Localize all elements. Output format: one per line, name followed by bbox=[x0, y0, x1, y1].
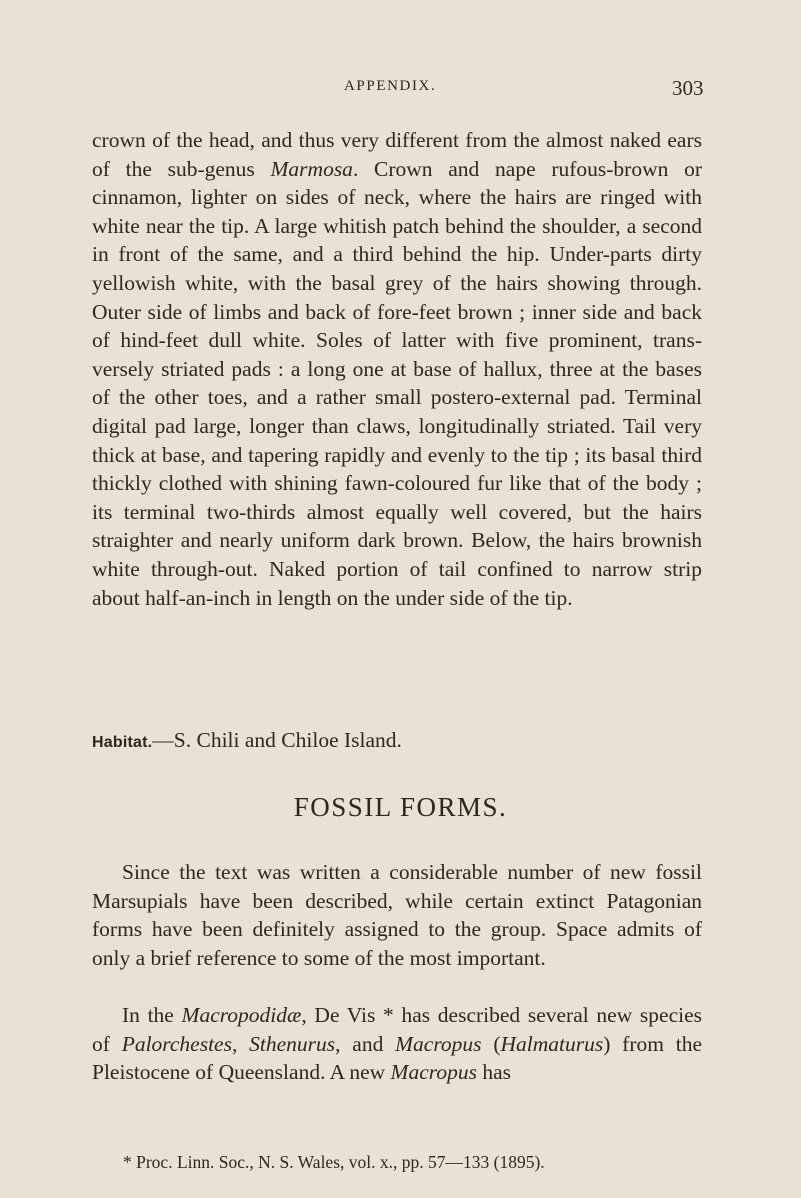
paragraph-text: In the bbox=[122, 1003, 182, 1027]
genus-name: Macropus bbox=[390, 1060, 477, 1085]
genus-name: Sthenurus bbox=[249, 1031, 336, 1056]
fossil-intro-paragraph: Since the text was written a considerable number of new fossil Marsupials have been described, while certain extinct Patagonian forms have been definitely assigned to the group. Space admits of only a brief reference to some of the most important. bbox=[92, 860, 702, 970]
paragraph-text: ) from the Pleistocene of Queensland. A new bbox=[92, 1031, 703, 1085]
paragraph-text: , bbox=[231, 1031, 250, 1056]
paragraph-text: , De Vis * has described several new species of bbox=[92, 1003, 702, 1056]
habitat-label: Habitat. bbox=[92, 734, 153, 751]
running-head: APPENDIX. bbox=[344, 78, 437, 94]
page-number: 303 bbox=[672, 76, 704, 100]
paragraph-text: crown of the head, and thus very different from the almost naked ears of the sub-genus bbox=[92, 128, 702, 181]
footnote: * Proc. Linn. Soc., N. S. Wales, vol. x., pp. 57—133 (1895). bbox=[123, 1152, 545, 1172]
genus-name-marmosa: Marmosa bbox=[270, 156, 353, 181]
paragraph-text: ( bbox=[481, 1031, 501, 1056]
genus-name: Macropus bbox=[395, 1031, 482, 1056]
paragraph-text: has bbox=[476, 1060, 511, 1085]
paragraph-text: . Crown and nape rufous-brown or cinnamon, lighter on sides of neck, where the hairs are ringed with white near the tip. A large whitish patch behind the shoulder, a second in front of the same, and a third behind the hip. Under-parts dirty yellowish white, with the basal grey of the hairs showing through. Outer side of limbs and back of fore-feet brown ; inner side and back of hind-feet dull white. Soles of latter with five prominent, trans-versely striated pads : a long one at base of hallux, three at the bases of the other toes, and a rather small postero-external pad. Terminal digital pad large, longer than claws, longitudinally striated. Tail very thick at base, and tapering rapidly and evenly to the tip ; its basal third thickly clothed with shining fawn-coloured fur like that of the body ; its terminal two-thirds almost equally well covered, but the hairs straighter and nearly uniform dark brown. Below, the hairs brownish white through-out. Naked portion of tail confined to narrow strip about half-an-inch in length on the under side of the tip. bbox=[92, 156, 702, 610]
paragraph-text: , and bbox=[335, 1031, 396, 1056]
genus-name: Halmaturus bbox=[500, 1031, 604, 1056]
habitat-line bbox=[92, 728, 402, 753]
description-paragraph bbox=[92, 126, 702, 612]
habitat-text: —S. Chili and Chiloe Island. bbox=[152, 728, 402, 752]
genus-name: Palorchestes bbox=[121, 1031, 232, 1056]
section-heading: FOSSIL FORMS. bbox=[293, 792, 508, 822]
macropodidae-paragraph bbox=[92, 1001, 702, 1087]
family-name: Macropodidæ bbox=[181, 1003, 302, 1027]
